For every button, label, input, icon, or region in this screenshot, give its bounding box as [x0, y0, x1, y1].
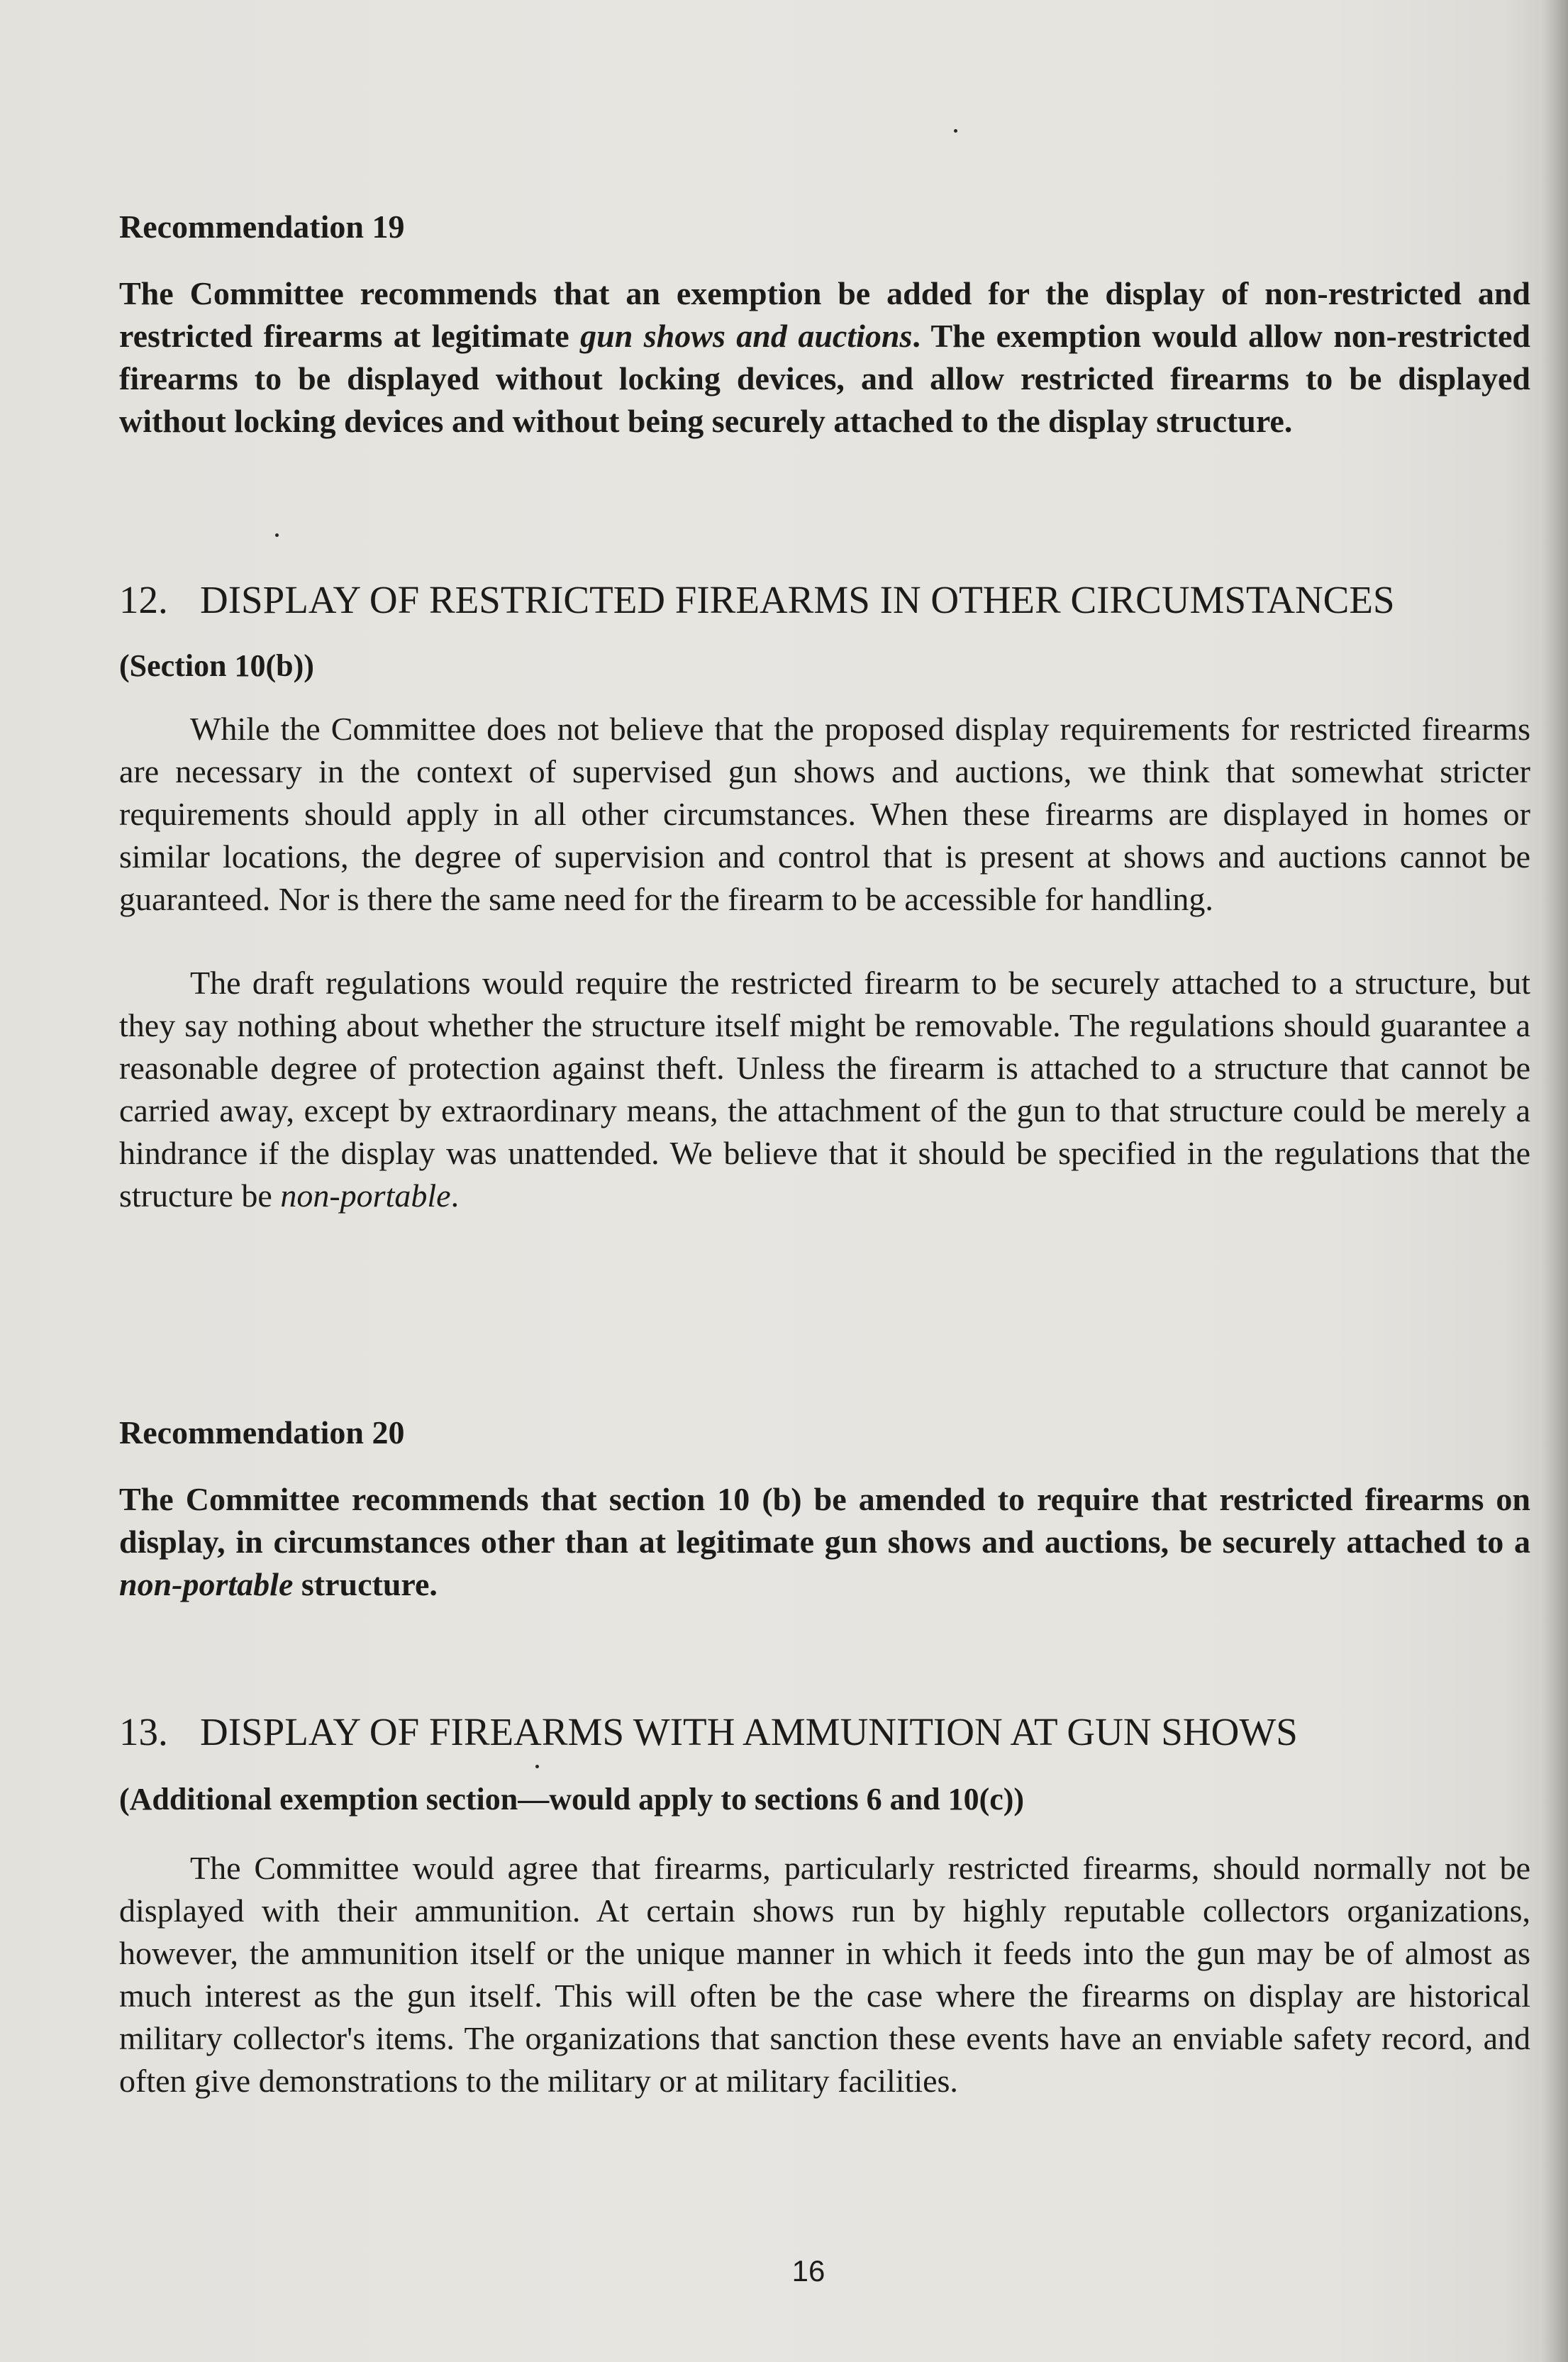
section-number: 12.	[119, 578, 168, 621]
body-paragraph: The Committee would agree that firearms, particularly restricted firearms, should normally not be displayed with their ammunition. At certain shows run by highly reputable collectors organizations, however, the ammunition itself or the unique manner in which it feeds into the gun may be of almost as much interest as the gun itself. This will often be the case where the firearms on display are historical military collector's items. The organizations that sanction these events have an enviable safety record, and often give demonstrations to the military or at military facilities.	[119, 1850, 1530, 2099]
section-heading	[119, 1708, 1530, 1756]
scan-speck	[535, 1765, 539, 1768]
recommendation-text	[119, 272, 1530, 443]
recommendation-text-part: The Committee recommends that an exemption be added for the display of non-restricted and restricted firearms at legitimate	[119, 275, 1530, 354]
scan-speck	[275, 533, 279, 537]
page-binding-shadow	[1540, 0, 1568, 2362]
body-text-emphasis: non-portable	[280, 1177, 451, 1214]
scan-speck	[954, 129, 957, 133]
section-13	[119, 1708, 1530, 2102]
section-heading	[119, 576, 1530, 624]
body-paragraph: While the Committee does not believe that the proposed display requirements for restricted firearms are necessary in the context of supervised gun shows and auctions, we think that somewhat stricter requirements should apply in all other circumstances. When these firearms are displayed in homes or similar locations, the degree of supervision and control that is present at shows and auctions cannot be guaranteed. Nor is there the same need for the firearm to be accessible for handling.	[119, 711, 1530, 917]
recommendation-heading: Recommendation 19	[119, 209, 405, 245]
body-paragraph	[119, 962, 1530, 1217]
section-12	[119, 576, 1530, 1217]
recommendation-text-part: The Committee recommends that section 10 (b) be amended to require that restricted firearms on display, in circumstances other than at legitimate gun shows and auctions, be securely attached to a	[119, 1481, 1530, 1560]
recommendation-text-part: structure.	[293, 1566, 438, 1602]
body-text-part: .	[450, 1177, 460, 1214]
section-title: DISPLAY OF FIREARMS WITH AMMUNITION AT GUN SHOWS	[200, 1710, 1298, 1753]
recommendation-heading: Recommendation 20	[119, 1414, 405, 1451]
recommendation-text-part: . The exemption would allow non-restricted firearms to be displayed without locking devices, and allow restricted firearms to be displayed without locking devices and without being securely attached to the display structure.	[119, 318, 1530, 439]
recommendation-text	[119, 1478, 1530, 1606]
section-number: 13.	[119, 1710, 168, 1753]
recommendation-19	[119, 206, 1530, 443]
recommendation-text-emphasis: gun shows and auctions	[580, 318, 913, 354]
page-number: 16	[791, 2254, 825, 2288]
section-title: DISPLAY OF RESTRICTED FIREARMS IN OTHER CIRCUMSTANCES	[200, 578, 1395, 621]
recommendation-20	[119, 1412, 1530, 1606]
section-reference: (Section 10(b))	[119, 648, 314, 683]
section-reference: (Additional exemption section—would apply to sections 6 and 10(c))	[119, 1782, 1025, 1817]
recommendation-text-emphasis: non-portable	[119, 1566, 294, 1602]
body-text-part: The draft regulations would require the restricted firearm to be securely attached to a structure, but they say nothing about whether the structure itself might be removable. The regulations should guarantee a reasonable degree of protection against theft. Unless the firearm is attached to a structure that cannot be carried away, except by extraordinary means, the attachment of the gun to that structure could be merely a hindrance if the display was unattended. We believe that it should be specified in the regulations that the structure be	[119, 965, 1530, 1214]
